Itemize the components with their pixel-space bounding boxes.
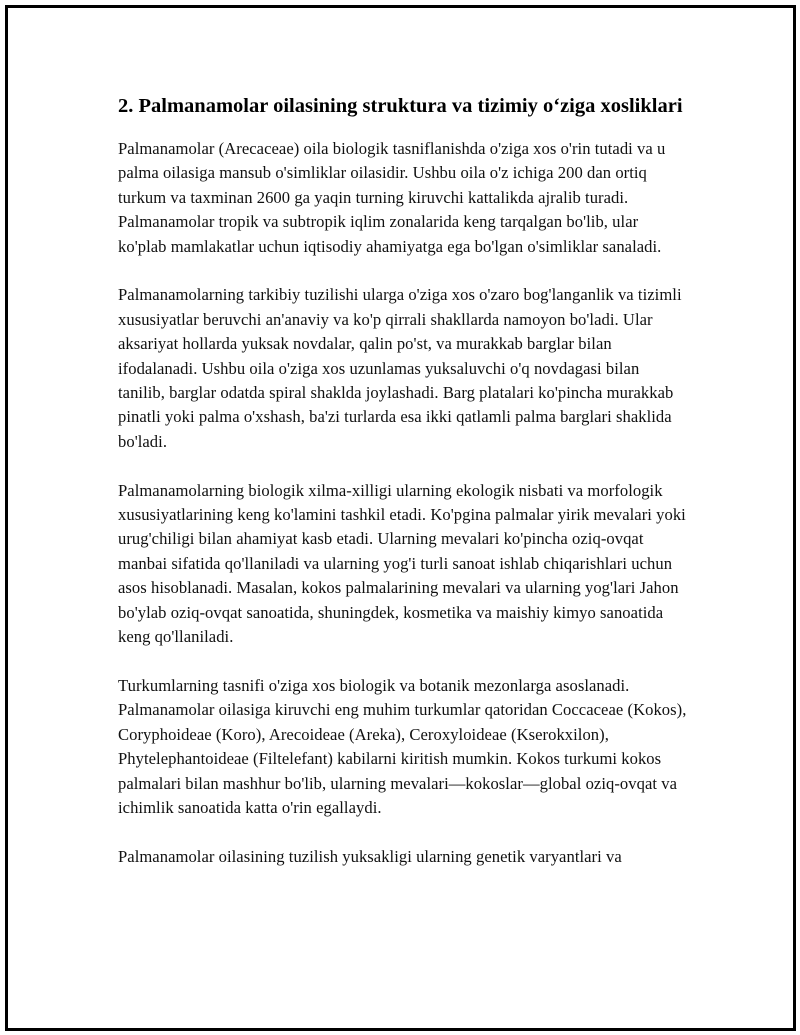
section-heading: 2. Palmanamolar oilasining struktura va tizimiy o‘ziga xosliklari <box>118 95 683 117</box>
paragraph-4: Turkumlarning tasnifi o'ziga xos biologik va botanik mezonlarga asoslanadi. Palmanamolar oilasiga kiruvchi eng muhim turkumlar qatoridan Coccaceae (Kokos), Coryphoideae (Koro), Arecoideae (Areka), Ceroxyloideae (Kserokxilon), Phytelephantoideae (Filtelefant) kabilarni kiritish mumkin. Kokos turkumi kokos palmalari bilan mashhur bo'lib, ularning mevalari—kokoslar—global oziq-ovqat va ichimlik sanoatida katta o'rin egallaydi. <box>118 675 687 817</box>
paragraph-2: Palmanamolarning tarkibiy tuzilishi ularga o'ziga xos o'zaro bog'langanlik va tizimli xususiyatlar beruvchi an'anaviy va ko'p qirrali shakllarda namoyon bo'ladi. Ular aksariyat hollarda yuksak novdalar, qalin po'st, va murakkab barglar bilan ifodalanadi. Ushbu oila o'ziga xos uzunlamas yuksaluvchi o'q novdagasi bilan tanilib, barglar odatda spiral shaklda joylashadi. Barg platalari ko'pincha murakkab pinatli yoki palma o'xshash, ba'zi turlarda esa ikki qatlamli palma barglari shaklida bo'ladi. <box>118 285 682 451</box>
paragraph-5: Palmanamolar oilasining tuzilish yuksakligi ularning genetik varyantlari va <box>118 846 622 866</box>
document-body <box>118 92 688 894</box>
paragraph-1: Palmanamolar (Arecaceae) oila biologik tasniflanishda o'ziga xos o'rin tutadi va u palma oilasiga mansub o'simliklar oilasidir. Ushbu oila o'z ichiga 200 dan ortiq turkum va taxminan 2600 ga yaqin turning kiruvchi kattalikda ajralib turadi. Palmanamolar tropik va subtropik iqlim zonalarida keng tarqalgan bo'lib, ular ko'plab mamlakatlar uchun iqtisodiy ahamiyatga ega bo'lgan o'simliklar sanaladi. <box>118 139 666 256</box>
paragraph-3: Palmanamolarning biologik xilma-xilligi ularning ekologik nisbati va morfologik xususiyatlarining keng ko'lamini tashkil etadi. Ko'pgina palmalar yirik mevalari yoki urug'chiligi bilan ahamiyat kasb etadi. Ularning mevalari ko'pincha oziq-ovqat manbai sifatida qo'llaniladi va ularning yog'i turli sanoat ishlab chiqarishlari uchun asos hisoblanadi. Masalan, kokos palmalarining mevalari va ularning yog'lari Jahon bo'ylab oziq-ovqat sanoatida, shuningdek, kosmetika va maishiy kimyo sanoatida keng qo'llaniladi. <box>118 480 686 647</box>
